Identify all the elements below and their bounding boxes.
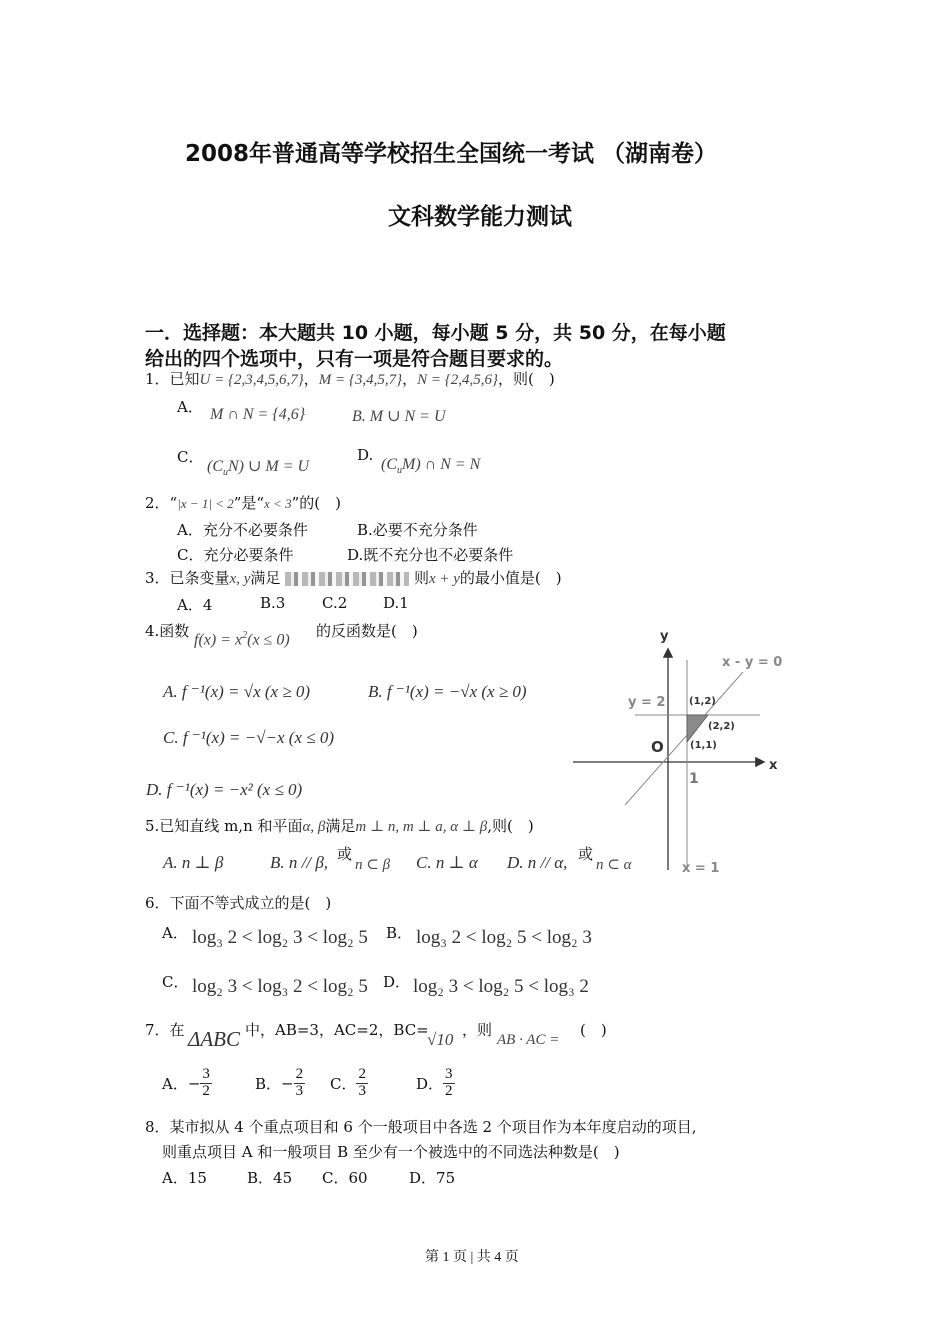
q7-a-den: 2 [202, 1082, 210, 1099]
q1-option-c-label: C． [177, 448, 204, 466]
q7-c-fraction [356, 1067, 368, 1100]
q3-constraint-system-image [285, 572, 409, 586]
q7-a-sign: − [187, 1074, 201, 1093]
q5-option-b-rest: n ⊂ β [355, 857, 391, 873]
q5-option-c: C. n ⊥ α [416, 853, 478, 872]
q7-bc-value: √10 [427, 1030, 454, 1049]
feasible-region-graph [565, 620, 785, 880]
q3-mid: 满足 [250, 569, 281, 587]
q6-option-b: log₃ 2 < log₂ 5 < log₂ 3 [416, 927, 592, 948]
q5-option-a: A. n ⊥ β [163, 853, 224, 872]
q1-c-sub: u [223, 467, 228, 479]
q1-set-n: N = {2,4,5,6} [417, 372, 499, 388]
q6-option-d-label: D． [383, 973, 411, 991]
q4-func-rest: (x ≤ 0) [247, 631, 290, 649]
q2-option-d: D.既不充分也不必要条件 [347, 546, 514, 564]
tick-1-label: 1 [689, 771, 699, 787]
question-5-stem [145, 815, 534, 836]
q1-d-expr: (C [381, 456, 397, 473]
q2-suffix: ”的( ) [291, 494, 341, 512]
point-1-1-label: (1,1) [690, 740, 717, 751]
q7-mid2: ，则 [462, 1021, 493, 1039]
x-axis-label: x [769, 758, 778, 773]
q7-prefix: 7．在 [145, 1021, 185, 1039]
q7-triangle: ΔABC [188, 1027, 240, 1051]
q7-c-label: C． [330, 1074, 357, 1093]
origin-label: O [651, 738, 664, 756]
q2-mid: ”是“ [233, 494, 265, 512]
q7-a-num: 3 [202, 1066, 210, 1082]
point-2-2-label: (2,2) [708, 721, 735, 732]
q1-prefix: 1．已知 [145, 370, 200, 388]
q5-option-b: B. n // β, [270, 853, 329, 872]
q6-option-a: log₃ 2 < log₂ 3 < log₂ 5 [192, 927, 368, 948]
q7-paren: ( ) [580, 1021, 607, 1039]
q7-dot-product: AB · AC = [497, 1032, 560, 1048]
q1-option-d-label: D. [357, 446, 374, 464]
q7-b-den: 3 [295, 1082, 304, 1099]
q6-option-a-label: A． [162, 924, 188, 942]
q3-option-b: B.3 [260, 594, 286, 612]
q1-option-a: M ∩ N = {4,6} [210, 406, 306, 423]
q1-option-a-label: A． [177, 398, 203, 416]
q4-func: f(x) = x [194, 631, 243, 649]
q1-set-m: M = {3,4,5,7} [318, 372, 403, 388]
q3-suffix: 的最小值是( ) [459, 569, 562, 587]
q4-func-sup: 2 [242, 630, 248, 641]
q5-suffix: ,则( ) [487, 817, 534, 835]
line-y-equals-2-label: y = 2 [628, 695, 666, 710]
line-x-equals-1-label: x = 1 [682, 861, 720, 876]
question-2-stem [145, 492, 341, 513]
q6-option-b-label: B． [386, 924, 413, 942]
question-3-stem [145, 567, 562, 588]
q6-option-c: log₂ 3 < log₃ 2 < log₂ 5 [192, 976, 368, 997]
q1-suffix: ，则( ) [498, 370, 555, 388]
q2-option-c: C．充分必要条件 [177, 546, 294, 564]
exam-title: 2008年普通高等学校招生全国统一考试 （湖南卷） [185, 141, 718, 167]
q1-d-sub: u [397, 465, 402, 477]
q3-option-d: D.1 [383, 594, 409, 612]
q8-option-a: A．15 [162, 1169, 207, 1187]
q1-d-rest: M) ∩ N = N [402, 456, 481, 473]
q3-option-a: A．4 [177, 596, 213, 614]
q7-d-num: 3 [445, 1066, 453, 1082]
q7-option-d [416, 1067, 455, 1100]
q1-comma1: ， [303, 370, 319, 388]
q5-planes: α, β [302, 819, 326, 835]
q2-cond1: |x − 1| < 2 [177, 496, 234, 511]
q4-option-d: D. f ⁻¹(x) = −x² (x ≤ 0) [146, 780, 303, 799]
q3-prefix: 3．已条变量 [145, 569, 230, 587]
q2-option-b: B.必要不充分条件 [357, 521, 478, 539]
q8-option-b: B．45 [247, 1169, 293, 1187]
q1-option-d [381, 456, 480, 476]
q7-b-sign: − [281, 1074, 294, 1093]
q5-option-d-rest: n ⊂ α [596, 857, 632, 873]
q7-option-c [330, 1067, 368, 1100]
q1-option-b: B. M ∪ N = U [352, 408, 446, 425]
q2-cond2: x < 3 [264, 496, 292, 511]
section-heading-line1: 一．选择题：本大题共 10 小题，每小题 5 分，共 50 分，在每小题 [145, 322, 726, 344]
q7-mid: 中，AB=3，AC=2，BC= [245, 1021, 429, 1039]
q3-option-c: C.2 [322, 594, 348, 612]
question-8-line2: 则重点项目 A 和一般项目 B 至少有一个被选中的不同选法种数是( ) [162, 1143, 620, 1161]
q8-option-d: D．75 [409, 1169, 456, 1187]
q5-mid: 满足 [325, 817, 356, 835]
q5-option-d-or: 或 [578, 845, 594, 863]
q7-b-num: 2 [295, 1066, 304, 1082]
q7-d-den: 2 [445, 1082, 453, 1099]
q7-d-label: D． [416, 1074, 444, 1093]
q7-c-num: 2 [358, 1066, 366, 1082]
q1-c-expr: (C [207, 458, 223, 475]
q7-a-label: A． [162, 1074, 188, 1093]
line-x-minus-y-label: x - y = 0 [722, 655, 783, 670]
q5-cond: m ⊥ n, m ⊥ a, α ⊥ β [355, 819, 488, 835]
q4-prefix: 4.函数 [145, 622, 190, 640]
q2-prefix: 2．“ [145, 494, 178, 512]
q2-option-a: A．充分不必要条件 [177, 521, 308, 539]
q5-prefix: 5.已知直线 m,n 和平面 [145, 817, 303, 835]
q4-suffix: 的反函数是( ) [316, 622, 418, 640]
question-6-stem: 6．下面不等式成立的是( ) [145, 894, 332, 912]
q4-option-c: C. f ⁻¹(x) = −√−x (x ≤ 0) [163, 728, 334, 747]
q3-expr: x + y [428, 571, 460, 587]
page-footer: 第 1 页 | 共 4 页 [425, 1250, 519, 1265]
q3-vars: x, y [229, 571, 251, 587]
q4-option-a: A. f ⁻¹(x) = √x (x ≥ 0) [163, 682, 311, 701]
q1-set-u: U = {2,3,4,5,6,7} [199, 372, 304, 388]
q4-option-b: B. f ⁻¹(x) = −√x (x ≥ 0) [368, 682, 527, 701]
q7-option-a [162, 1067, 212, 1100]
q7-a-fraction [200, 1067, 212, 1100]
q7-option-b [255, 1067, 305, 1100]
q5-option-d: D. n // α, [507, 853, 568, 872]
question-1-stem [145, 368, 555, 389]
q1-option-c [207, 456, 309, 478]
point-1-2-label: (1,2) [689, 696, 716, 707]
q4-function [194, 630, 290, 649]
exam-subtitle: 文科数学能力测试 [388, 204, 572, 230]
q7-c-den: 3 [358, 1082, 366, 1099]
feasible-region [687, 715, 708, 742]
q3-mid2: 则 [413, 569, 429, 587]
q1-c-rest: N) ∪ M = U [228, 458, 310, 475]
question-8-line1: 8．某市拟从 4 个重点项目和 6 个一般项目中各选 2 个项目作为本年度启动的项目, [145, 1118, 697, 1136]
q1-comma2: ， [402, 370, 418, 388]
line-x-minus-y [625, 672, 743, 805]
q8-option-c: C．60 [322, 1169, 368, 1187]
q6-option-c-label: C． [162, 973, 189, 991]
y-axis-label: y [660, 629, 669, 644]
q7-b-label: B． [255, 1074, 282, 1093]
q5-option-b-or: 或 [337, 845, 353, 863]
section-heading-line2: 给出的四个选项中，只有一项是符合题目要求的。 [145, 348, 564, 370]
q7-d-fraction [443, 1067, 455, 1100]
q7-b-fraction [294, 1067, 306, 1100]
q6-option-d: log₂ 3 < log₂ 5 < log₃ 2 [413, 976, 589, 997]
